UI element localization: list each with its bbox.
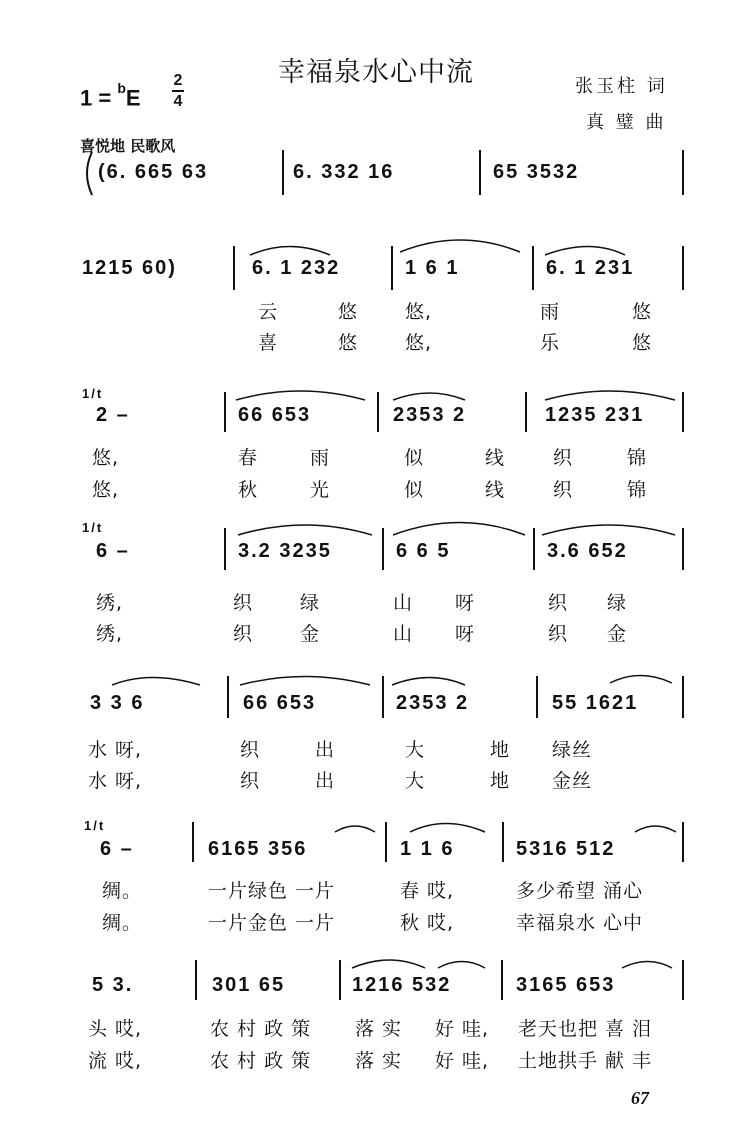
s7-measure-4: 3165 653 xyxy=(516,974,616,996)
tempo-marking: 喜悦地 民歌风 xyxy=(80,137,176,155)
s6-lyric1-1: 绸。 xyxy=(102,880,143,902)
s5-lyric1-6: 绿丝 xyxy=(552,739,593,761)
s2-lyric1-3: 悠, xyxy=(405,301,433,323)
s2-lyric1-2: 悠 xyxy=(338,301,359,323)
key-prefix: 1 = xyxy=(80,85,118,111)
s3-lyric1-1: 悠, xyxy=(92,447,120,469)
s5-lyric1-2: 织 xyxy=(240,739,261,761)
s6-measure-3: 1 1 6 xyxy=(400,838,455,860)
s5-measure-4: 55 1621 xyxy=(552,692,639,714)
s3-measure-3: 2353 2 xyxy=(393,404,467,426)
s4-lyric1-5: 呀 xyxy=(455,592,476,614)
composer-credit: 真 璧 曲 xyxy=(586,112,667,133)
time-signature-bottom: 4 xyxy=(173,93,183,110)
s3-lyric2-2: 秋 xyxy=(238,479,259,501)
s3-lyric1-3: 雨 xyxy=(310,447,331,469)
s6-measure-4: 5316 512 xyxy=(516,838,616,860)
s1-measure-3: 65 3532 xyxy=(493,161,580,183)
s7-lyric1-3: 落 实 xyxy=(355,1018,403,1040)
s7-lyric1-5: 老天也把 喜 泪 xyxy=(518,1018,653,1040)
s4-lyric1-1: 绣, xyxy=(96,592,124,614)
s5-measure-1: 3 3 6 xyxy=(90,692,145,714)
s6-breath-mark: 1/t xyxy=(84,818,106,833)
s4-lyric2-5: 呀 xyxy=(455,623,476,645)
s4-lyric2-3: 金 xyxy=(300,623,321,645)
s4-lyric2-2: 织 xyxy=(233,623,254,645)
s4-measure-2: 3.2 3235 xyxy=(238,540,332,562)
s3-lyric2-3: 光 xyxy=(310,479,331,501)
s2-measure-4: 6. 1 231 xyxy=(546,257,635,279)
s5-lyric1-3: 出 xyxy=(315,739,336,761)
s1-measure-2: 6. 332 16 xyxy=(293,161,395,183)
key-flat: b xyxy=(117,80,126,96)
s7-lyric2-2: 农 村 政 策 xyxy=(210,1050,312,1072)
s3-lyric1-5: 线 xyxy=(485,447,506,469)
s5-lyric1-5: 地 xyxy=(490,739,511,761)
s5-measure-2: 66 653 xyxy=(243,692,317,714)
s4-lyric2-7: 金 xyxy=(607,623,628,645)
s5-lyric2-4: 大 xyxy=(405,770,426,792)
s7-lyric2-3: 落 实 xyxy=(355,1050,403,1072)
s7-measure-3: 1216 532 xyxy=(352,974,452,996)
s2-lyric1-5: 悠 xyxy=(632,301,653,323)
s6-lyric2-1: 绸。 xyxy=(102,912,143,934)
s7-lyric2-4: 好 哇, xyxy=(435,1050,490,1072)
lyricist-credit: 张玉柱 词 xyxy=(575,76,668,97)
s4-lyric1-6: 织 xyxy=(548,592,569,614)
page-number: 67 xyxy=(631,1088,649,1108)
s5-lyric2-1: 水 呀, xyxy=(88,770,143,792)
s3-lyric2-6: 织 xyxy=(553,479,574,501)
s6-lyric2-4: 幸福泉水 心中 xyxy=(516,912,644,934)
s2-measure-2: 6. 1 232 xyxy=(252,257,341,279)
s4-measure-3: 6 6 5 xyxy=(396,540,451,562)
s4-lyric2-6: 织 xyxy=(548,623,569,645)
s7-measure-2: 301 65 xyxy=(212,974,286,996)
s7-lyric1-4: 好 哇, xyxy=(435,1018,490,1040)
s5-lyric2-5: 地 xyxy=(490,770,511,792)
time-signature-top: 2 xyxy=(173,72,183,89)
s7-lyric1-1: 头 哎, xyxy=(88,1018,143,1040)
song-title: 幸福泉水心中流 xyxy=(278,57,474,88)
s7-lyric1-2: 农 村 政 策 xyxy=(210,1018,312,1040)
s6-lyric2-2: 一片金色 一片 xyxy=(208,912,336,934)
s4-lyric2-1: 绣, xyxy=(96,623,124,645)
s3-lyric1-2: 春 xyxy=(238,447,259,469)
s3-measure-2: 66 653 xyxy=(238,404,312,426)
s5-lyric2-6: 金丝 xyxy=(552,770,593,792)
s4-measure-1: 6 – xyxy=(96,540,130,562)
s3-measure-1: 2 – xyxy=(96,404,130,426)
s6-measure-2: 6165 356 xyxy=(208,838,308,860)
s2-measure-3: 1 6 1 xyxy=(405,257,460,279)
s7-lyric2-1: 流 哎, xyxy=(88,1050,143,1072)
s4-lyric1-4: 山 xyxy=(393,592,414,614)
s7-measure-1: 5 3. xyxy=(92,974,134,996)
s2-lyric2-5: 悠 xyxy=(632,332,653,354)
s3-lyric1-6: 织 xyxy=(553,447,574,469)
s3-lyric1-4: 似 xyxy=(404,447,425,469)
s2-measure-1: 1215 60) xyxy=(82,257,177,279)
s4-breath-mark: 1/t xyxy=(82,520,104,535)
s1-measure-1: (6. 665 63 xyxy=(98,161,209,183)
s2-lyric2-4: 乐 xyxy=(540,332,561,354)
s2-lyric1-4: 雨 xyxy=(540,301,561,323)
s3-lyric2-1: 悠, xyxy=(92,479,120,501)
s3-breath-mark: 1/t xyxy=(82,386,104,401)
s5-lyric1-4: 大 xyxy=(405,739,426,761)
s6-lyric2-3: 秋 哎, xyxy=(400,912,455,934)
s2-lyric2-1: 喜 xyxy=(258,332,279,354)
s6-lyric1-2: 一片绿色 一片 xyxy=(208,880,336,902)
s6-lyric1-4: 多少希望 涌心 xyxy=(516,880,644,902)
s4-lyric2-4: 山 xyxy=(393,623,414,645)
s3-lyric2-4: 似 xyxy=(404,479,425,501)
s6-lyric1-3: 春 哎, xyxy=(400,880,455,902)
s3-lyric2-5: 线 xyxy=(485,479,506,501)
s4-lyric1-7: 绿 xyxy=(607,592,628,614)
s3-lyric2-7: 锦 xyxy=(627,479,648,501)
s2-lyric2-3: 悠, xyxy=(405,332,433,354)
s5-lyric2-3: 出 xyxy=(315,770,336,792)
key-note: E xyxy=(125,85,141,111)
s4-measure-4: 3.6 652 xyxy=(547,540,628,562)
s5-lyric2-2: 织 xyxy=(240,770,261,792)
s2-lyric1-1: 云 xyxy=(258,301,279,323)
s2-lyric2-2: 悠 xyxy=(338,332,359,354)
s3-lyric1-7: 锦 xyxy=(627,447,648,469)
s4-lyric1-2: 织 xyxy=(233,592,254,614)
s4-lyric1-3: 绿 xyxy=(300,592,321,614)
s5-lyric1-1: 水 呀, xyxy=(88,739,143,761)
s6-measure-1: 6 – xyxy=(100,838,134,860)
s7-lyric2-5: 土地拱手 献 丰 xyxy=(518,1050,653,1072)
s3-measure-4: 1235 231 xyxy=(545,404,645,426)
s5-measure-3: 2353 2 xyxy=(396,692,470,714)
